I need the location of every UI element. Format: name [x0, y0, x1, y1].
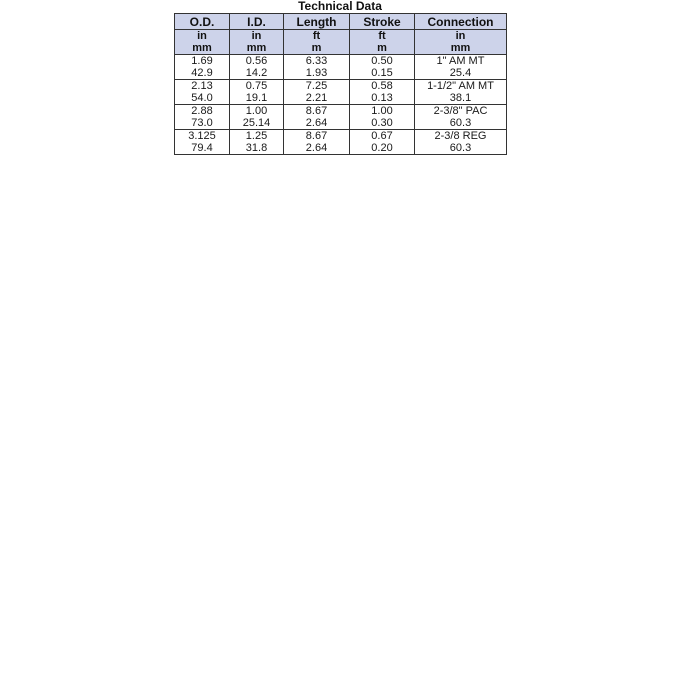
value-metric: 42.9: [191, 67, 213, 79]
value-metric: 19.1: [245, 92, 268, 104]
cell-connection: [415, 105, 507, 130]
unit-header-id: [230, 30, 284, 55]
value-imperial: 1-1/2" AM MT: [427, 80, 494, 92]
column-header-od: O.D.: [175, 14, 230, 30]
value-metric: 0.20: [371, 142, 393, 154]
cell-od: [175, 55, 230, 80]
cell-stroke: [350, 80, 415, 105]
cell-stroke: [350, 130, 415, 155]
value-metric: 73.0: [191, 117, 213, 129]
cell-connection: [415, 130, 507, 155]
value-imperial: 1" AM MT: [436, 55, 485, 67]
value-imperial: 0.58: [371, 80, 393, 92]
value-imperial: 2.88: [191, 105, 213, 117]
column-header-row: [175, 14, 507, 30]
cell-od: [175, 130, 230, 155]
value-metric: 60.3: [449, 117, 472, 129]
cell-id: [230, 55, 284, 80]
cell-id: [230, 80, 284, 105]
value-imperial: 8.67: [305, 130, 328, 142]
unit-header-row: [175, 30, 507, 55]
cell-id: [230, 130, 284, 155]
cell-length: [284, 130, 350, 155]
unit-header-length: [284, 30, 350, 55]
unit-header-connection: [415, 30, 507, 55]
value-imperial: 0.67: [371, 130, 393, 142]
unit-imperial: ft: [312, 30, 321, 42]
cell-id: [230, 105, 284, 130]
value-metric: 38.1: [449, 92, 472, 104]
table-row: [175, 130, 507, 155]
value-imperial: 7.25: [305, 80, 328, 92]
value-imperial: 0.50: [371, 55, 393, 67]
value-metric: 14.2: [245, 67, 268, 79]
value-metric: 0.13: [371, 92, 393, 104]
cell-length: [284, 55, 350, 80]
cell-length: [284, 105, 350, 130]
value-metric: 2.64: [305, 117, 328, 129]
table-row: [175, 55, 507, 80]
value-imperial: 0.75: [245, 80, 268, 92]
column-header-connection: Connection: [415, 14, 507, 30]
cell-connection: [415, 55, 507, 80]
cell-stroke: [350, 105, 415, 130]
unit-metric: mm: [450, 42, 471, 54]
column-header-length: Length: [284, 14, 350, 30]
table-row: [175, 105, 507, 130]
cell-length: [284, 80, 350, 105]
unit-imperial: in: [197, 30, 207, 42]
value-metric: 1.93: [305, 67, 328, 79]
value-imperial: 6.33: [305, 55, 328, 67]
value-imperial: 8.67: [305, 105, 328, 117]
value-imperial: 2-3/8" PAC: [433, 105, 488, 117]
cell-od: [175, 80, 230, 105]
cell-stroke: [350, 55, 415, 80]
unit-header-stroke: [350, 30, 415, 55]
column-header-id: I.D.: [230, 14, 284, 30]
cell-connection: [415, 80, 507, 105]
unit-imperial: in: [251, 30, 262, 42]
value-metric: 60.3: [449, 142, 472, 154]
unit-imperial: ft: [378, 30, 386, 42]
value-metric: 2.64: [305, 142, 328, 154]
value-imperial: 1.69: [191, 55, 213, 67]
value-metric: 79.4: [191, 142, 213, 154]
unit-metric: mm: [192, 42, 212, 54]
value-metric: 25.4: [449, 67, 472, 79]
value-metric: 0.30: [371, 117, 393, 129]
unit-imperial: in: [455, 30, 466, 42]
value-metric: 54.0: [191, 92, 213, 104]
value-imperial: 3.125: [188, 130, 216, 142]
unit-metric: m: [377, 42, 387, 54]
value-metric: 31.8: [245, 142, 268, 154]
value-metric: 2.21: [305, 92, 328, 104]
unit-metric: mm: [246, 42, 267, 54]
value-imperial: 2-3/8 REG: [434, 130, 487, 142]
value-imperial: 1.00: [371, 105, 393, 117]
unit-metric: m: [311, 42, 322, 54]
value-metric: 0.15: [371, 67, 393, 79]
technical-data-table: [174, 13, 507, 155]
value-imperial: 1.00: [245, 105, 268, 117]
value-metric: 25.14: [242, 117, 271, 129]
technical-data-section: [174, 0, 506, 155]
unit-header-od: [175, 30, 230, 55]
column-header-stroke: Stroke: [350, 14, 415, 30]
table-row: [175, 80, 507, 105]
value-imperial: 0.56: [245, 55, 268, 67]
table-title: Technical Data: [298, 0, 382, 13]
value-imperial: 2.13: [191, 80, 213, 92]
cell-od: [175, 105, 230, 130]
value-imperial: 1.25: [245, 130, 268, 142]
